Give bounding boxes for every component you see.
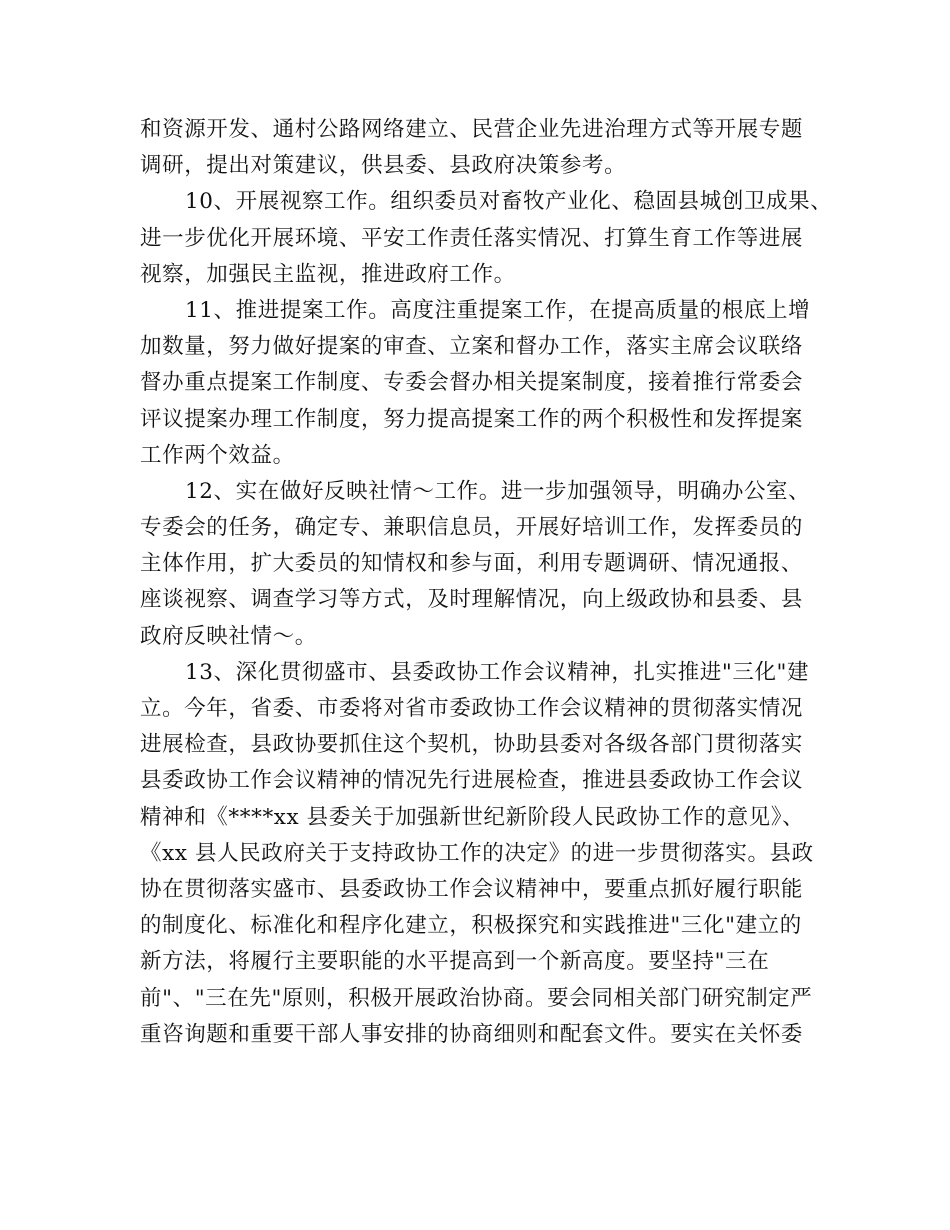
- text-line: 11、推进提案工作。高度注重提案工作，在提高质量的根底上增: [185, 297, 811, 323]
- text-line: 工作两个效益。: [140, 442, 295, 468]
- text-line: 评议提案办理工作制度，努力提高提案工作的两个积极性和发挥提案: [140, 406, 804, 432]
- text-line: 前"、"三在先"原则，积极开展政治协商。要会同相关部门研究制定严: [140, 985, 813, 1011]
- text-line: 调研，提出对策建议，供县委、县政府决策参考。: [140, 153, 627, 179]
- text-line: 协在贯彻落实盛市、县委政协工作会议精神中，要重点抓好履行职能: [140, 876, 804, 902]
- text-line: 进展检查，县政协要抓住这个契机，协助县委对各级各部门贯彻落实: [140, 732, 804, 758]
- text-line: 专委会的任务，确定专、兼职信息员，开展好培训工作，发挥委员的: [140, 515, 804, 541]
- text-line: 《xx 县人民政府关于支持政协工作的决定》的进一步贯彻落实。县政: [140, 840, 814, 866]
- text-line: 视察，加强民主监视，推进政府工作。: [140, 261, 516, 287]
- text-line: 和资源开发、通村公路网络建立、民营企业先进治理方式等开展专题: [140, 117, 804, 142]
- text-line: 主体作用，扩大委员的知情权和参与面，利用专题调研、情况通报、: [140, 551, 804, 577]
- document-body: [140, 112, 833, 1053]
- text-line: 精神和《****xx 县委关于加强新世纪新阶段人民政协工作的意见》、: [140, 804, 805, 830]
- text-line: 12、实在做好反映社情～工作。进一步加强领导，明确办公室、: [185, 478, 811, 504]
- text-line: 13、深化贯彻盛市、县委政协工作会议精神，扎实推进"三化"建: [185, 659, 810, 685]
- text-line: 督办重点提案工作制度、专委会督办相关提案制度，接着推行常委会: [140, 370, 804, 396]
- text-line: 座谈视察、调查学习等方式，及时理解情况，向上级政协和县委、县: [140, 587, 804, 613]
- text-line: 加数量，努力做好提案的审查、立案和督办工作，落实主席会议联络: [140, 334, 804, 360]
- text-line: 县委政协工作会议精神的情况先行进展检查，推进县委政协工作会议: [140, 768, 804, 794]
- text-line: 新方法，将履行主要职能的水平提高到一个新高度。要坚持"三在: [140, 949, 770, 975]
- text-line: 的制度化、标准化和程序化建立，积极探究和实践推进"三化"建立的: [140, 913, 802, 939]
- text-line: 10、开展视察工作。组织委员对畜牧产业化、稳固县城创卫成果、: [185, 189, 833, 215]
- text-line: 立。今年，省委、市委将对省市委政协工作会议精神的贯彻落实情况: [140, 696, 804, 721]
- text-line: 重咨询题和重要干部人事安排的协商细则和配套文件。要实在关怀委: [140, 1021, 804, 1047]
- text-line: 政府反映社情～。: [140, 623, 317, 649]
- text-line: 进一步优化开展环境、平安工作责任落实情况、打算生育工作等进展: [140, 225, 804, 251]
